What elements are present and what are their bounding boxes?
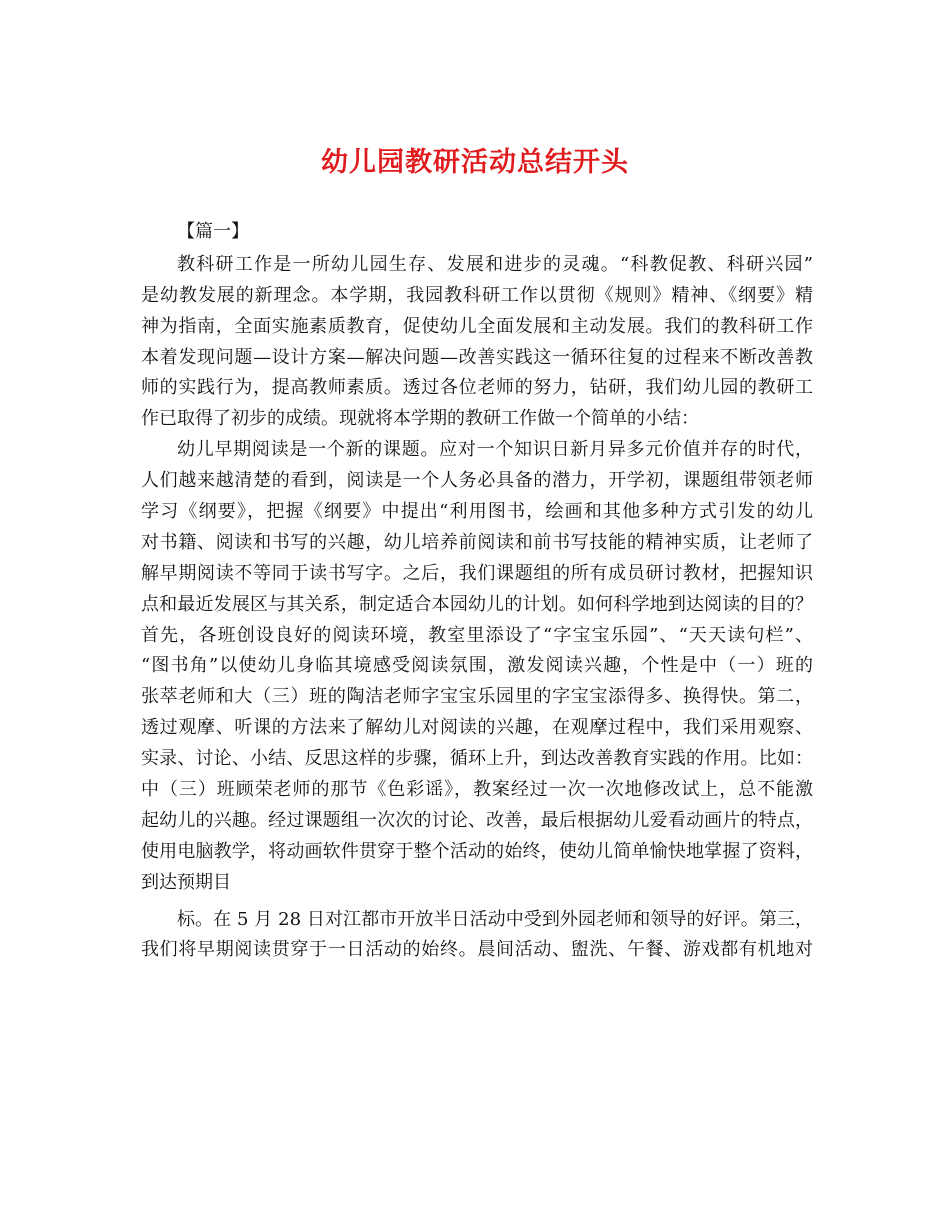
paragraph-line: 标。在 5 月 28 日对江都市开放半日活动中受到外园老师和领导的好评。第三， [177,908,813,930]
paragraph-line: 首先，各班创设良好的阅读环境，教室里添设了“字宝宝乐园”、“天天读句栏”、 [141,624,813,646]
paragraph-line: 起幼儿的兴趣。经过课题组一次次的讨论、改善，最后根据幼儿爱看动画片的特点， [141,809,813,831]
paragraph-line: 中（三）班顾荣老师的那节《色彩谣》，教案经过一次一次地修改试上，总不能激 [141,779,813,801]
paragraph-line: 作已取得了初步的成绩。现就将本学期的教研工作做一个简单的小结： [141,408,699,430]
paragraph-line: 神为指南，全面实施素质教育，促使幼儿全面发展和主动发展。我们的教科研工作 [141,315,813,337]
paragraph-line: 幼儿早期阅读是一个新的课题。应对一个知识日新月异多元价值并存的时代， [177,439,813,461]
paragraph-line: 点和最近发展区与其关系，制定适合本园幼儿的计划。如何科学地到达阅读的目的？ [141,593,813,615]
paragraph-line: 教科研工作是一所幼儿园生存、发展和进步的灵魂。“科教促教、科研兴园” [177,253,813,275]
paragraph-line: 我们将早期阅读贯穿于一日活动的始终。晨间活动、盥洗、午餐、游戏都有机地对 [141,939,813,961]
paragraph-1 [141,250,813,435]
document-body [141,217,813,966]
document-title: 幼儿园教研活动总结开头 [321,147,629,178]
paragraph-line: 本着发现问题—设计方案—解决问题—改善实践这一循环往复的过程来不断改善教 [141,346,813,368]
paragraph-line: 是幼教发展的新理念。本学期，我园教科研工作以贯彻《规则》精神、《纲要》精 [141,284,813,306]
paragraph-line: 实录、讨论、小结、反思这样的步骤，循环上升，到达改善教育实践的作用。比如： [141,748,813,770]
paragraph-line: 学习《纲要》，把握《纲要》中提出“利用图书，绘画和其他多种方式引发的幼儿 [141,501,813,523]
paragraph-3 [141,905,813,967]
paragraph-line: 人们越来越清楚的看到，阅读是一个人务必具备的潜力，开学初，课题组带领老师 [141,470,813,492]
paragraph-line: 解早期阅读不等同于读书写字。之后，我们课题组的所有成员研讨教材，把握知识 [141,562,813,584]
paragraph-line: 张萃老师和大（三）班的陶洁老师字宝宝乐园里的字宝宝添得多、换得快。第二， [141,686,813,708]
paragraph-line: 师的实践行为，提高教师素质。透过各位老师的努力，钻研，我们幼儿园的教研工 [141,377,813,399]
paragraph-line: 对书籍、阅读和书写的兴趣，幼儿培养前阅读和前书写技能的精神实质，让老师了 [141,531,813,553]
paragraph-line: 使用电脑教学，将动画软件贯穿于整个活动的始终，使幼儿简单愉快地掌握了资料， [141,840,813,862]
section-heading: 【篇一】 [177,221,249,242]
paragraph-line: 透过观摩、听课的方法来了解幼儿对阅读的兴趣，在观摩过程中，我们采用观察、 [141,717,813,739]
paragraph-2 [141,435,813,898]
paragraph-line: 到达预期目 [141,871,231,893]
paragraph-line: “图书角”以使幼儿身临其境感受阅读氛围，激发阅读兴趣，个性是中（一）班的 [141,655,813,677]
